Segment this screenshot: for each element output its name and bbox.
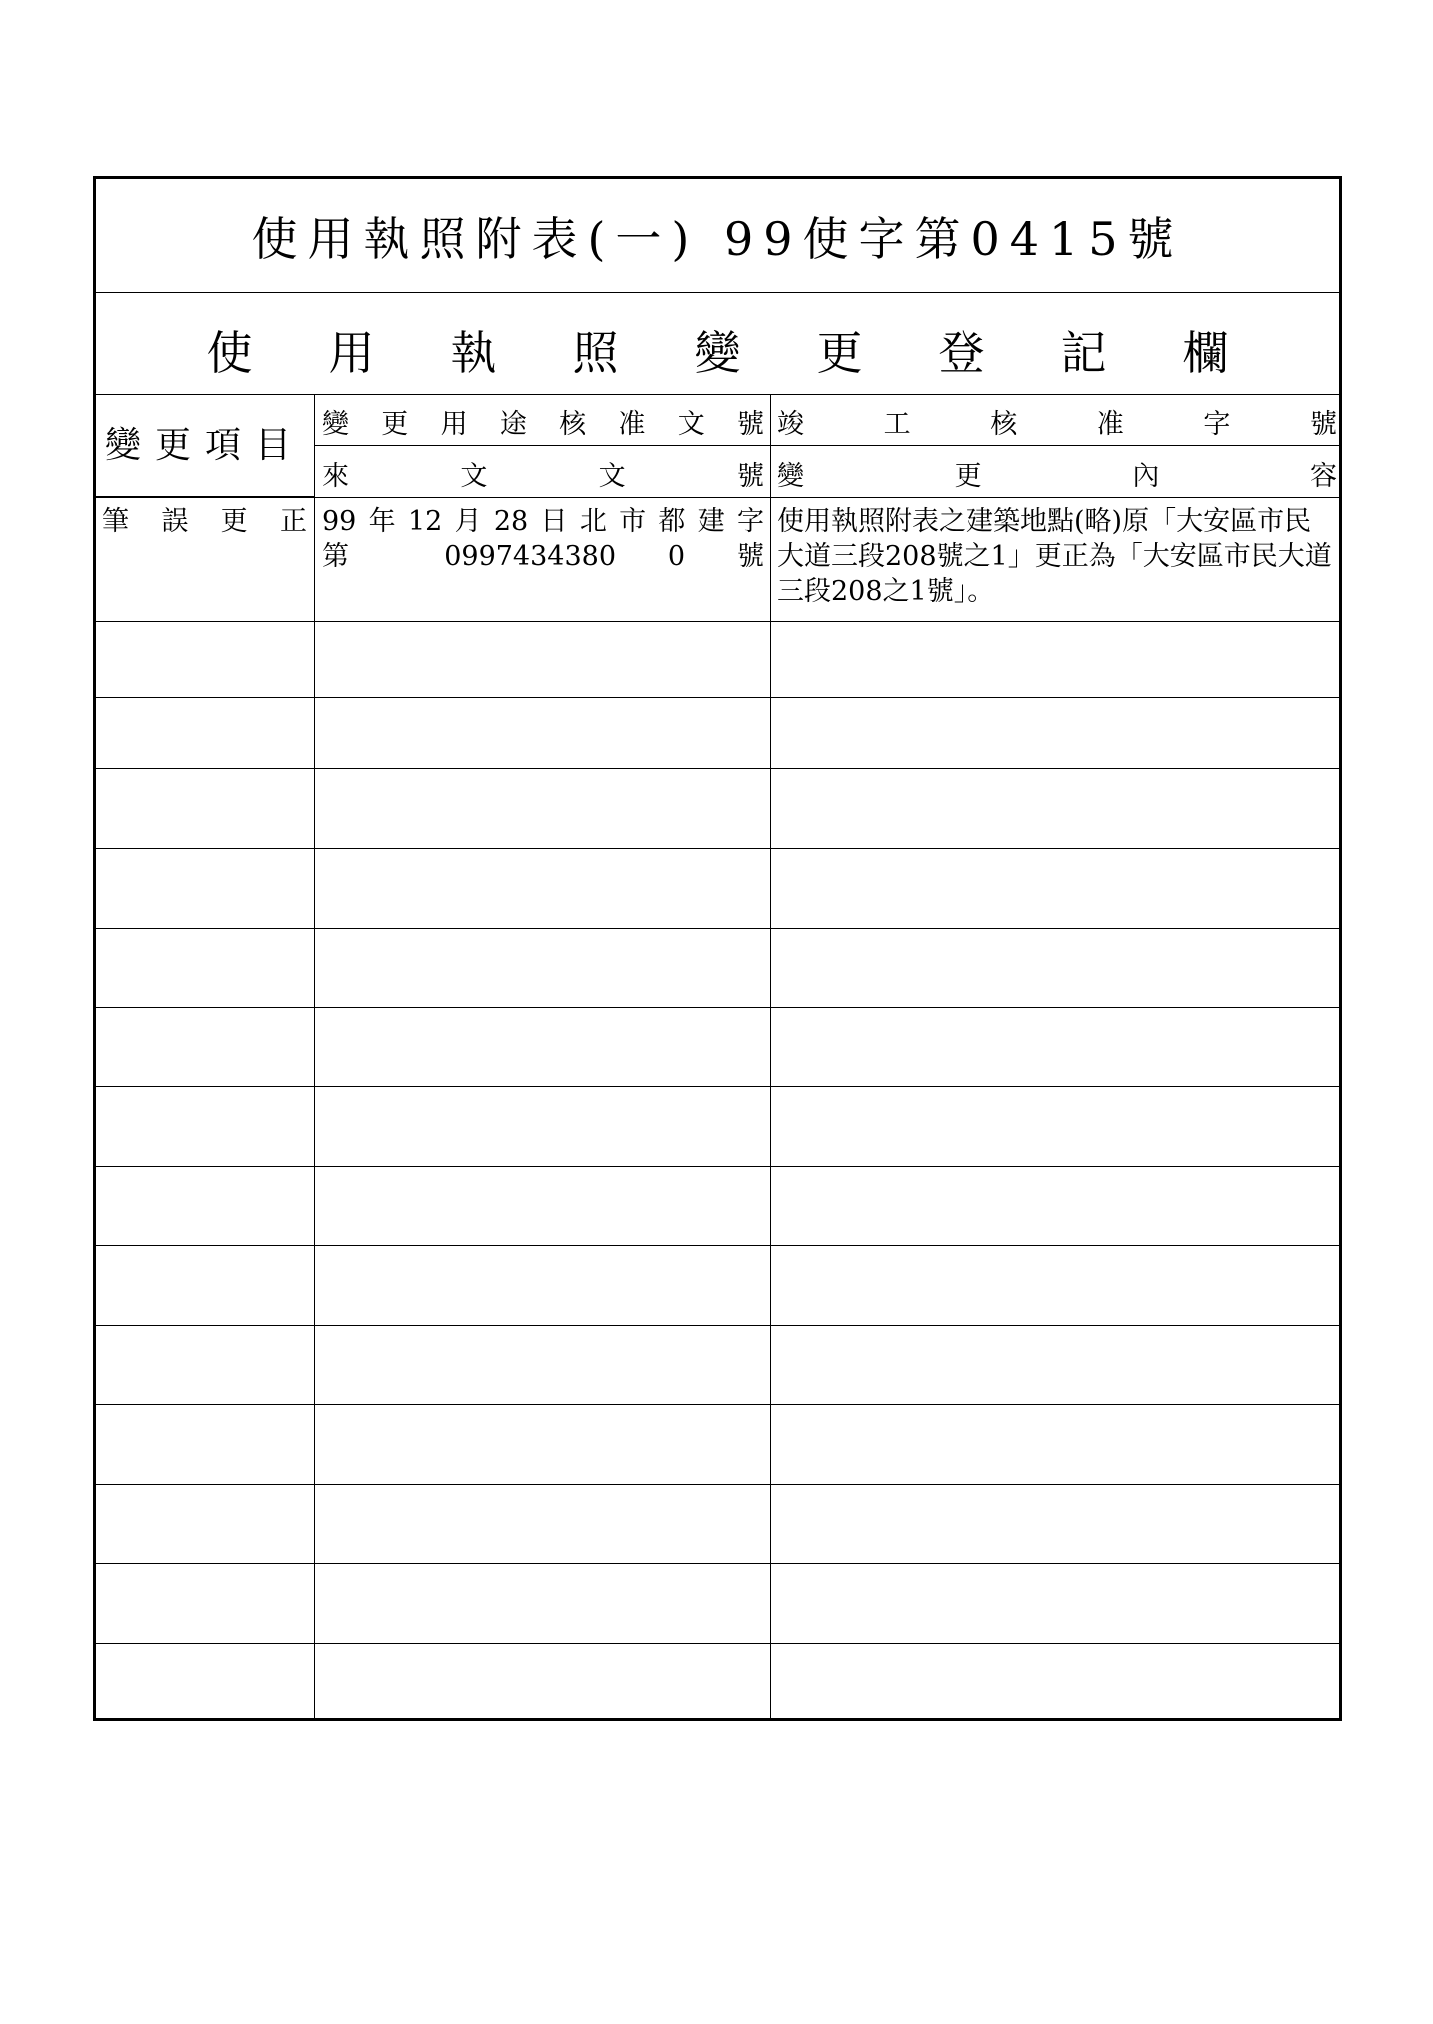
row-line xyxy=(96,697,1339,698)
header-bottom-line xyxy=(96,497,1339,498)
row-line xyxy=(96,1007,1339,1008)
row-line xyxy=(96,1643,1339,1644)
column-divider-2 xyxy=(770,395,771,1718)
form-title: 使用執照附表(一) 99使字第0415號 xyxy=(251,212,1184,266)
row-line xyxy=(96,1484,1339,1485)
row-line xyxy=(96,1086,1339,1087)
header-change-item: 變更項目 xyxy=(96,395,314,497)
row-line xyxy=(96,1563,1339,1564)
row-line xyxy=(96,768,1339,769)
entry-change-item: 筆誤更正 xyxy=(102,506,307,537)
column-divider-1 xyxy=(314,395,315,1718)
header-completion-no: 竣工核准字號 xyxy=(777,409,1337,440)
form-title-row xyxy=(96,179,1339,293)
row-line xyxy=(96,1404,1339,1405)
row-line xyxy=(96,1325,1339,1326)
section-title-row xyxy=(96,293,1339,395)
row-line xyxy=(96,1245,1339,1246)
entry-doc-line-2: 第 0997434380 0 號 xyxy=(322,541,764,572)
header-sub-divider xyxy=(314,445,1339,446)
header-incoming-doc-no: 來文文號 xyxy=(322,461,764,492)
row-line xyxy=(96,621,1339,622)
header-change-content: 變更內容 xyxy=(777,461,1337,492)
row-line xyxy=(96,928,1339,929)
header-approval-doc-no: 變更用途核准文號 xyxy=(322,409,764,440)
entry-change-content: 使用執照附表之建築地點(略)原「大安區市民大道三段208號之1」更正為「大安區市民大道三段208之1號」。 xyxy=(777,506,1332,607)
row-line xyxy=(96,1166,1339,1167)
change-registration-form xyxy=(93,176,1342,1721)
row-line xyxy=(96,848,1339,849)
section-title: 使用執照變更登記欄 xyxy=(206,326,1305,380)
entry-doc-line-1: 99年12月28日北市都建字 xyxy=(322,506,764,537)
